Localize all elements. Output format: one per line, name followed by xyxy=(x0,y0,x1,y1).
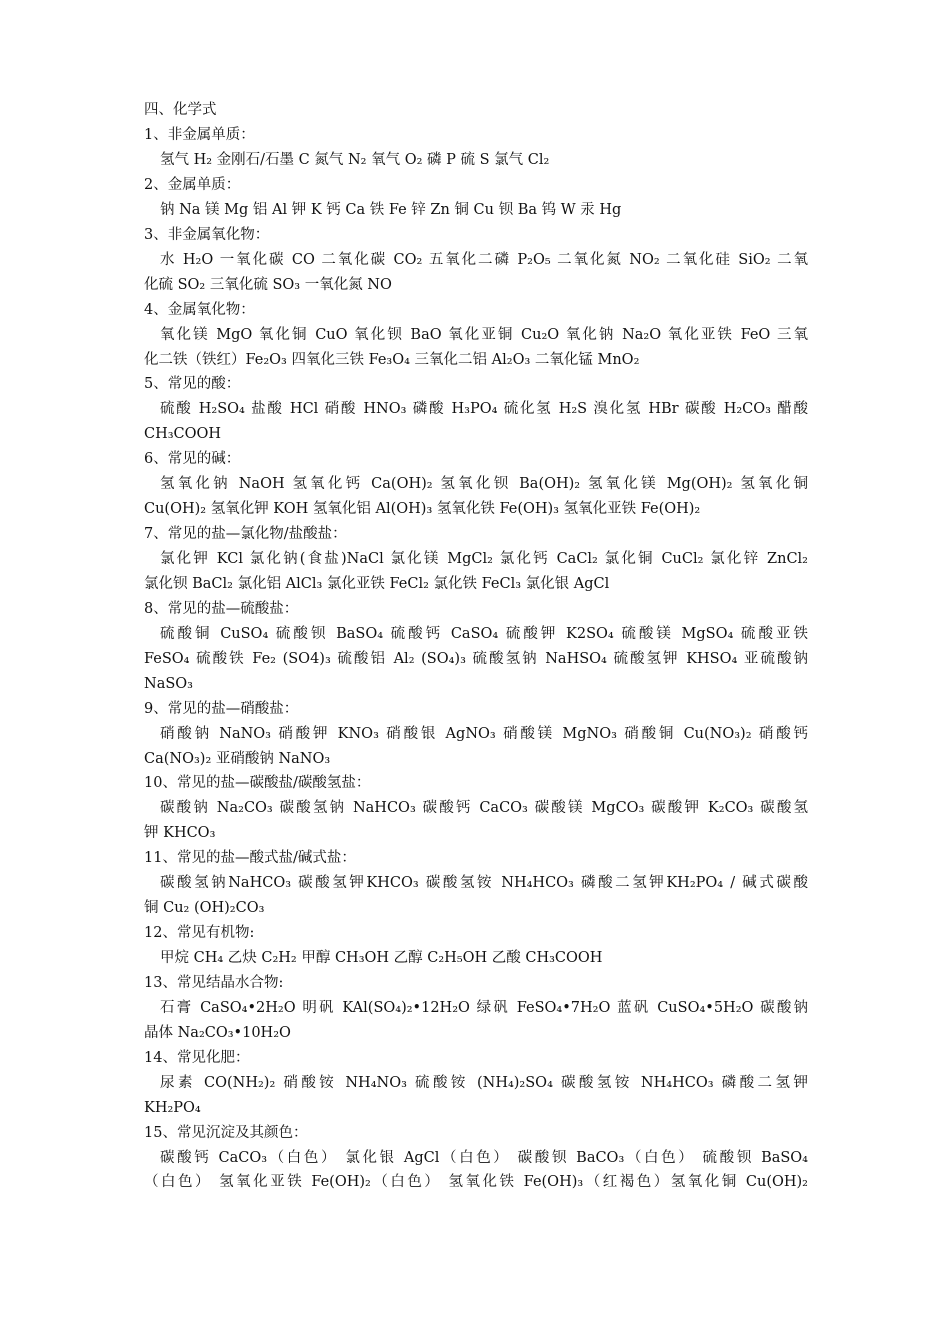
section-heading: 13、常见结晶水合物: xyxy=(144,974,284,991)
section-heading: 12、常见有机物: xyxy=(144,925,255,942)
section-fertilizers xyxy=(144,1046,808,1121)
section-chloride-salts xyxy=(144,522,808,597)
section-hydrates xyxy=(144,971,808,1046)
content-line: CH₃COOH xyxy=(144,426,222,443)
section-heading: 14、常见化肥： xyxy=(144,1049,250,1066)
content-line: 化硫 SO₂ 三氧化硫 SO₃ 一氧化氮 NO xyxy=(144,276,392,293)
section-nonmetal-oxides xyxy=(144,223,808,298)
content-line: 硫酸 H₂SO₄ 盐酸 HCl 硝酸 HNO₃ 磷酸 H₃PO₄ 硫化氢 H₂S 溴化氢 HBr 碳酸 H₂CO₃ 醋酸 xyxy=(160,401,808,418)
section-nonmetal-elements xyxy=(144,123,808,173)
content-line: 铜 Cu₂ (OH)₂CO₃ xyxy=(144,900,265,917)
section-metal-elements xyxy=(144,173,808,223)
content-line: （白色） 氢氧化亚铁 Fe(OH)₂（白色） 氢氧化铁 Fe(OH)₃（红褐色）氢氧化铜 Cu(OH)₂ xyxy=(144,1174,808,1191)
section-heading: 7、常见的盐—氯化物/盐酸盐： xyxy=(144,526,347,543)
section-heading: 9、常见的盐—硝酸盐： xyxy=(144,700,299,717)
content-line: FeSO₄ 硫酸铁 Fe₂ (SO4)₃ 硫酸铝 Al₂ (SO₄)₃ 硫酸氢钠 NaHSO₄ 硫酸氢钾 KHSO₄ 亚硫酸钠 xyxy=(144,650,808,667)
content-line: 氧化镁 MgO 氧化铜 CuO 氧化钡 BaO 氧化亚铜 Cu₂O 氧化钠 Na₂O 氧化亚铁 FeO 三氧 xyxy=(160,326,808,343)
content-line: 水 H₂O 一氧化碳 CO 二氧化碳 CO₂ 五氧化二磷 P₂O₅ 二氧化氮 NO₂ 二氧化硅 SiO₂ 二氧 xyxy=(160,251,808,268)
section-content xyxy=(144,397,808,447)
section-heading: 2、金属单质： xyxy=(144,176,241,193)
section-heading: 8、常见的盐—硫酸盐： xyxy=(144,600,299,617)
section-content xyxy=(144,722,808,772)
content-line: 晶体 Na₂CO₃•10H₂O xyxy=(144,1024,291,1041)
section-content xyxy=(144,622,808,697)
content-line: 氯化钾 KCl 氯化钠(食盐)NaCl 氯化镁 MgCl₂ 氯化钙 CaCl₂ 氯化铜 CuCl₂ 氯化锌 ZnCl₂ xyxy=(160,551,808,568)
section-content xyxy=(144,248,808,298)
section-common-acids xyxy=(144,372,808,447)
section-sulfate-salts xyxy=(144,597,808,697)
content-line: 硝酸钠 NaNO₃ 硝酸钾 KNO₃ 硝酸银 AgNO₃ 硝酸镁 MgNO₃ 硝酸铜 Cu(NO₃)₂ 硝酸钙 xyxy=(160,725,808,742)
content-line: 化二铁（铁红）Fe₂O₃ 四氧化三铁 Fe₃O₄ 三氧化二铝 Al₂O₃ 二氧化锰 MnO₂ xyxy=(144,351,640,368)
section-content xyxy=(144,547,808,597)
section-heading: 11、常见的盐—酸式盐/碱式盐： xyxy=(144,850,356,867)
section-content xyxy=(144,323,808,373)
section-nitrate-salts xyxy=(144,697,808,772)
section-content: 钠 Na 镁 Mg 铝 Al 钾 K 钙 Ca 铁 Fe 锌 Zn 铜 Cu 钡 Ba 钨 W 汞 Hg xyxy=(160,201,622,218)
page-title: 四、化学式 xyxy=(144,102,217,118)
section-acid-basic-salts xyxy=(144,846,808,921)
content-line: Cu(OH)₂ 氢氧化钾 KOH 氢氧化铝 Al(OH)₃ 氢氧化铁 Fe(OH)₃ 氢氧化亚铁 Fe(OH)₂ xyxy=(144,501,701,518)
content-line: 氢氧化钠 NaOH 氢氧化钙 Ca(OH)₂ 氢氧化钡 Ba(OH)₂ 氢氧化镁 Mg(OH)₂ 氢氧化铜 xyxy=(160,476,808,493)
section-content xyxy=(144,472,808,522)
section-heading: 10、常见的盐—碳酸盐/碳酸氢盐： xyxy=(144,775,371,792)
content-line: Ca(NO₃)₂ 亚硝酸钠 NaNO₃ xyxy=(144,750,331,767)
section-carbonate-salts xyxy=(144,771,808,846)
document-page xyxy=(144,98,808,1195)
section-content xyxy=(144,796,808,846)
content-line: 钾 KHCO₃ xyxy=(144,825,216,842)
section-content xyxy=(144,871,808,921)
section-metal-oxides xyxy=(144,298,808,373)
section-heading: 1、非金属单质： xyxy=(144,127,255,143)
section-heading: 4、金属氧化物： xyxy=(144,301,255,318)
section-heading: 6、常见的碱： xyxy=(144,451,241,468)
content-line: 尿素 CO(NH₂)₂ 硝酸铵 NH₄NO₃ 硫酸铵 (NH₄)₂SO₄ 碳酸氢铵 NH₄HCO₃ 磷酸二氢钾 xyxy=(160,1074,808,1091)
content-line: 硫酸铜 CuSO₄ 硫酸钡 BaSO₄ 硫酸钙 CaSO₄ 硫酸钾 K2SO₄ 硫酸镁 MgSO₄ 硫酸亚铁 xyxy=(160,625,808,642)
section-precipitates xyxy=(144,1121,808,1196)
content-line: 碳酸钠 Na₂CO₃ 碳酸氢钠 NaHCO₃ 碳酸钙 CaCO₃ 碳酸镁 MgCO₃ 碳酸钾 K₂CO₃ 碳酸氢 xyxy=(160,800,808,817)
content-line: KH₂PO₄ xyxy=(144,1099,201,1116)
section-heading: 3、非金属氧化物： xyxy=(144,226,270,243)
content-line: NaSO₃ xyxy=(144,675,193,692)
section-content xyxy=(144,996,808,1046)
content-line: 氯化钡 BaCl₂ 氯化铝 AlCl₃ 氯化亚铁 FeCl₂ 氯化铁 FeCl₃ 氯化银 AgCl xyxy=(144,575,610,592)
section-heading: 5、常见的酸： xyxy=(144,376,241,393)
section-content xyxy=(144,1071,808,1121)
section-organic-compounds xyxy=(144,921,808,971)
section-content: 甲烷 CH₄ 乙炔 C₂H₂ 甲醇 CH₃OH 乙醇 C₂H₅OH 乙酸 CH₃COOH xyxy=(160,950,603,967)
section-content xyxy=(144,1146,808,1196)
section-common-bases xyxy=(144,447,808,522)
content-line: 碳酸钙 CaCO₃（白色） 氯化银 AgCl（白色） 碳酸钡 BaCO₃（白色） 硫酸钡 BaSO₄ xyxy=(160,1149,808,1166)
section-content: 氢气 H₂ 金刚石/石墨 C 氮气 N₂ 氧气 O₂ 磷 P 硫 S 氯气 Cl₂ xyxy=(160,152,550,168)
content-line: 碳酸氢钠NaHCO₃ 碳酸氢钾KHCO₃ 碳酸氢铵 NH₄HCO₃ 磷酸二氢钾KH₂PO₄ / 碱式碳酸 xyxy=(160,875,808,892)
content-line: 石膏 CaSO₄•2H₂O 明矾 KAl(SO₄)₂•12H₂O 绿矾 FeSO₄•7H₂O 蓝矾 CuSO₄•5H₂O 碳酸钠 xyxy=(160,999,808,1016)
section-heading: 15、常见沉淀及其颜色： xyxy=(144,1124,308,1141)
